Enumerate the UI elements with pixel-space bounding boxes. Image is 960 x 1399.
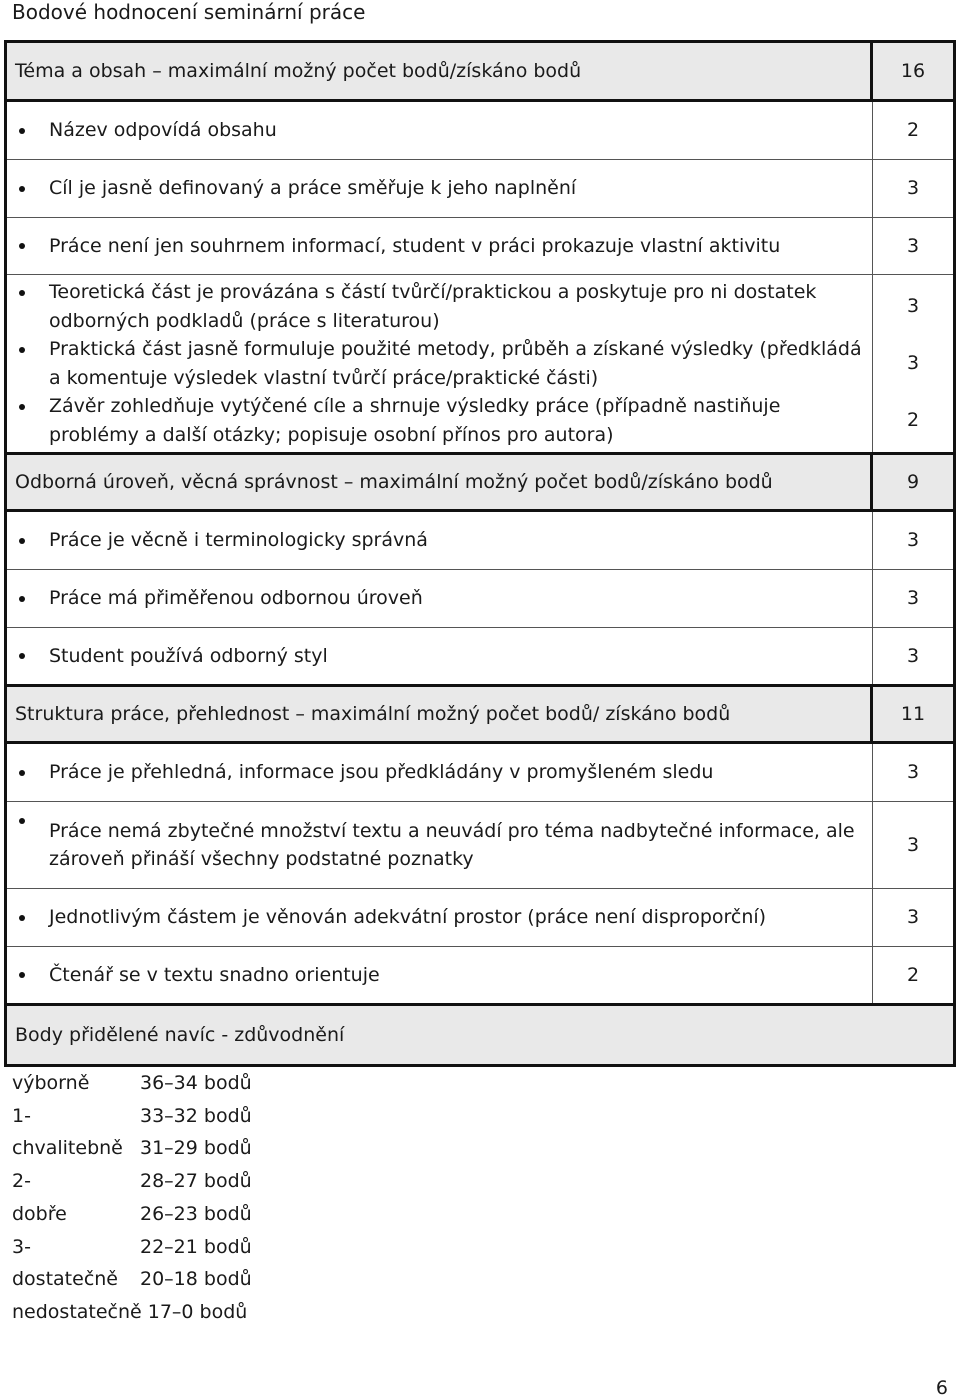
criterion-score: 3 — [872, 889, 953, 946]
scale-range: 17–0 bodů — [147, 1300, 248, 1323]
criterion-score: 3 — [872, 744, 953, 801]
section-header — [7, 452, 953, 512]
scale-range: 36–34 bodů — [140, 1072, 252, 1094]
scale-row — [12, 1132, 252, 1165]
criterion-text: Práce je přehledná, informace jsou předkládány v promyšleném sledu — [49, 761, 714, 784]
section-title: Struktura práce, přehlednost – maximální možný počet bodů/ získáno bodů — [7, 687, 870, 741]
criterion-score: 3 — [906, 295, 920, 318]
bullet-icon — [19, 290, 25, 296]
bullet-icon — [19, 128, 25, 134]
criterion-text: Práce není jen souhrnem informací, student v práci prokazuje vlastní aktivitu — [49, 234, 781, 257]
bullet-icon — [19, 653, 25, 659]
table-row — [7, 102, 953, 159]
scale-grade: 2- — [12, 1170, 31, 1193]
bullet-icon — [19, 186, 25, 192]
scale-range: 28–27 bodů — [140, 1170, 252, 1193]
section-max-score: 16 — [870, 43, 953, 99]
bullet-icon — [19, 915, 25, 921]
bullet-icon — [19, 972, 25, 978]
scale-row — [12, 1165, 252, 1198]
criterion-text: Student používá odborný styl — [49, 644, 328, 667]
criterion-text: Práce má přiměřenou odbornou úroveň — [49, 587, 423, 610]
bullet-icon — [19, 243, 25, 249]
scale-row — [12, 1198, 252, 1231]
table-row — [7, 569, 953, 627]
criterion-score: 2 — [872, 102, 953, 159]
scale-grade: dostatečně — [12, 1268, 118, 1291]
section-header — [7, 684, 953, 744]
criterion-score: 3 — [872, 160, 953, 217]
scale-range: 33–32 bodů — [140, 1104, 252, 1127]
criterion-score: 2 — [872, 947, 953, 1003]
criterion-text: Teoretická část je provázána s částí tvůrčí/praktickou a poskytuje pro ni dostatek odborných podkladů (práce s literaturou) — [49, 281, 817, 332]
page-number: 6 — [935, 1377, 948, 1399]
bonus-label: Body přidělené navíc - zdůvodnění — [7, 1006, 953, 1064]
criterion-score: 2 — [906, 409, 920, 432]
table-row-group — [7, 274, 953, 452]
bullet-icon — [19, 404, 25, 410]
table-row — [7, 888, 953, 946]
criterion-score: 3 — [872, 628, 953, 684]
scale-row — [12, 1231, 252, 1264]
scale-grade: 1- — [12, 1104, 31, 1127]
bullet-icon — [19, 347, 25, 353]
scale-row — [12, 1100, 252, 1133]
scale-grade: výborně — [12, 1072, 90, 1094]
scale-range: 31–29 bodů — [140, 1137, 252, 1160]
section-max-score: 9 — [870, 455, 953, 509]
grading-scale — [12, 1067, 252, 1329]
bullet-icon — [19, 596, 25, 602]
table-row — [7, 159, 953, 217]
section-header — [7, 43, 953, 102]
section-max-score: 11 — [870, 687, 953, 741]
page-title: Bodové hodnocení seminární práce — [12, 0, 366, 24]
table-row — [7, 744, 953, 801]
criterion-text: Praktická část jasně formuluje použité metody, průběh a získané výsledky (předkládá a komentuje výsledek vlastní tvůrčí práce/praktické části) — [49, 338, 862, 389]
criterion-text: Název odpovídá obsahu — [49, 119, 277, 142]
table-row — [7, 801, 953, 888]
scale-grade: dobře — [12, 1202, 67, 1225]
bullet-icon — [19, 538, 25, 544]
criterion-score: 3 — [906, 352, 920, 375]
criterion-text: Práce je věcně i terminologicky správná — [49, 529, 428, 552]
table-row — [7, 217, 953, 274]
bullet-icon — [19, 770, 25, 776]
criterion-text: Závěr zohledňuje vytýčené cíle a shrnuje výsledky práce (případně nastiňuje problémy a další otázky; popisuje osobní přínos pro autora) — [49, 395, 781, 446]
criterion-text: Jednotlivým částem je věnován adekvátní prostor (práce není disproporční) — [49, 906, 767, 929]
criterion-text: Cíl je jasně definovaný a práce směřuje k jeho naplnění — [49, 177, 577, 200]
scale-grade: chvalitebně — [12, 1137, 123, 1160]
scale-range: 22–21 bodů — [140, 1235, 252, 1258]
scale-range: 26–23 bodů — [140, 1202, 252, 1225]
section-title: Odborná úroveň, věcná správnost – maximální možný počet bodů/získáno bodů — [7, 455, 870, 509]
criterion-text: Čtenář se v textu snadno orientuje — [49, 963, 380, 986]
scale-grade: 3- — [12, 1235, 31, 1258]
criterion-score: 3 — [872, 218, 953, 274]
bonus-row — [7, 1003, 953, 1064]
table-row — [7, 627, 953, 684]
rubric-table — [4, 40, 956, 1067]
criterion-text: Práce nemá zbytečné množství textu a neuvádí pro téma nadbytečné informace, ale zároveň přináší všechny podstatné poznatky — [49, 819, 855, 870]
section-title: Téma a obsah – maximální možný počet bodů/získáno bodů — [7, 43, 870, 99]
scale-row — [12, 1296, 252, 1329]
criterion-score: 3 — [872, 570, 953, 627]
scale-row — [12, 1067, 252, 1100]
table-row — [7, 946, 953, 1003]
scale-grade: nedostatečně — [12, 1300, 142, 1323]
criterion-score: 3 — [872, 512, 953, 569]
table-row — [7, 512, 953, 569]
scale-row — [12, 1263, 252, 1296]
scale-range: 20–18 bodů — [140, 1268, 252, 1291]
criterion-score: 3 — [872, 802, 953, 888]
bullet-icon — [19, 818, 25, 824]
